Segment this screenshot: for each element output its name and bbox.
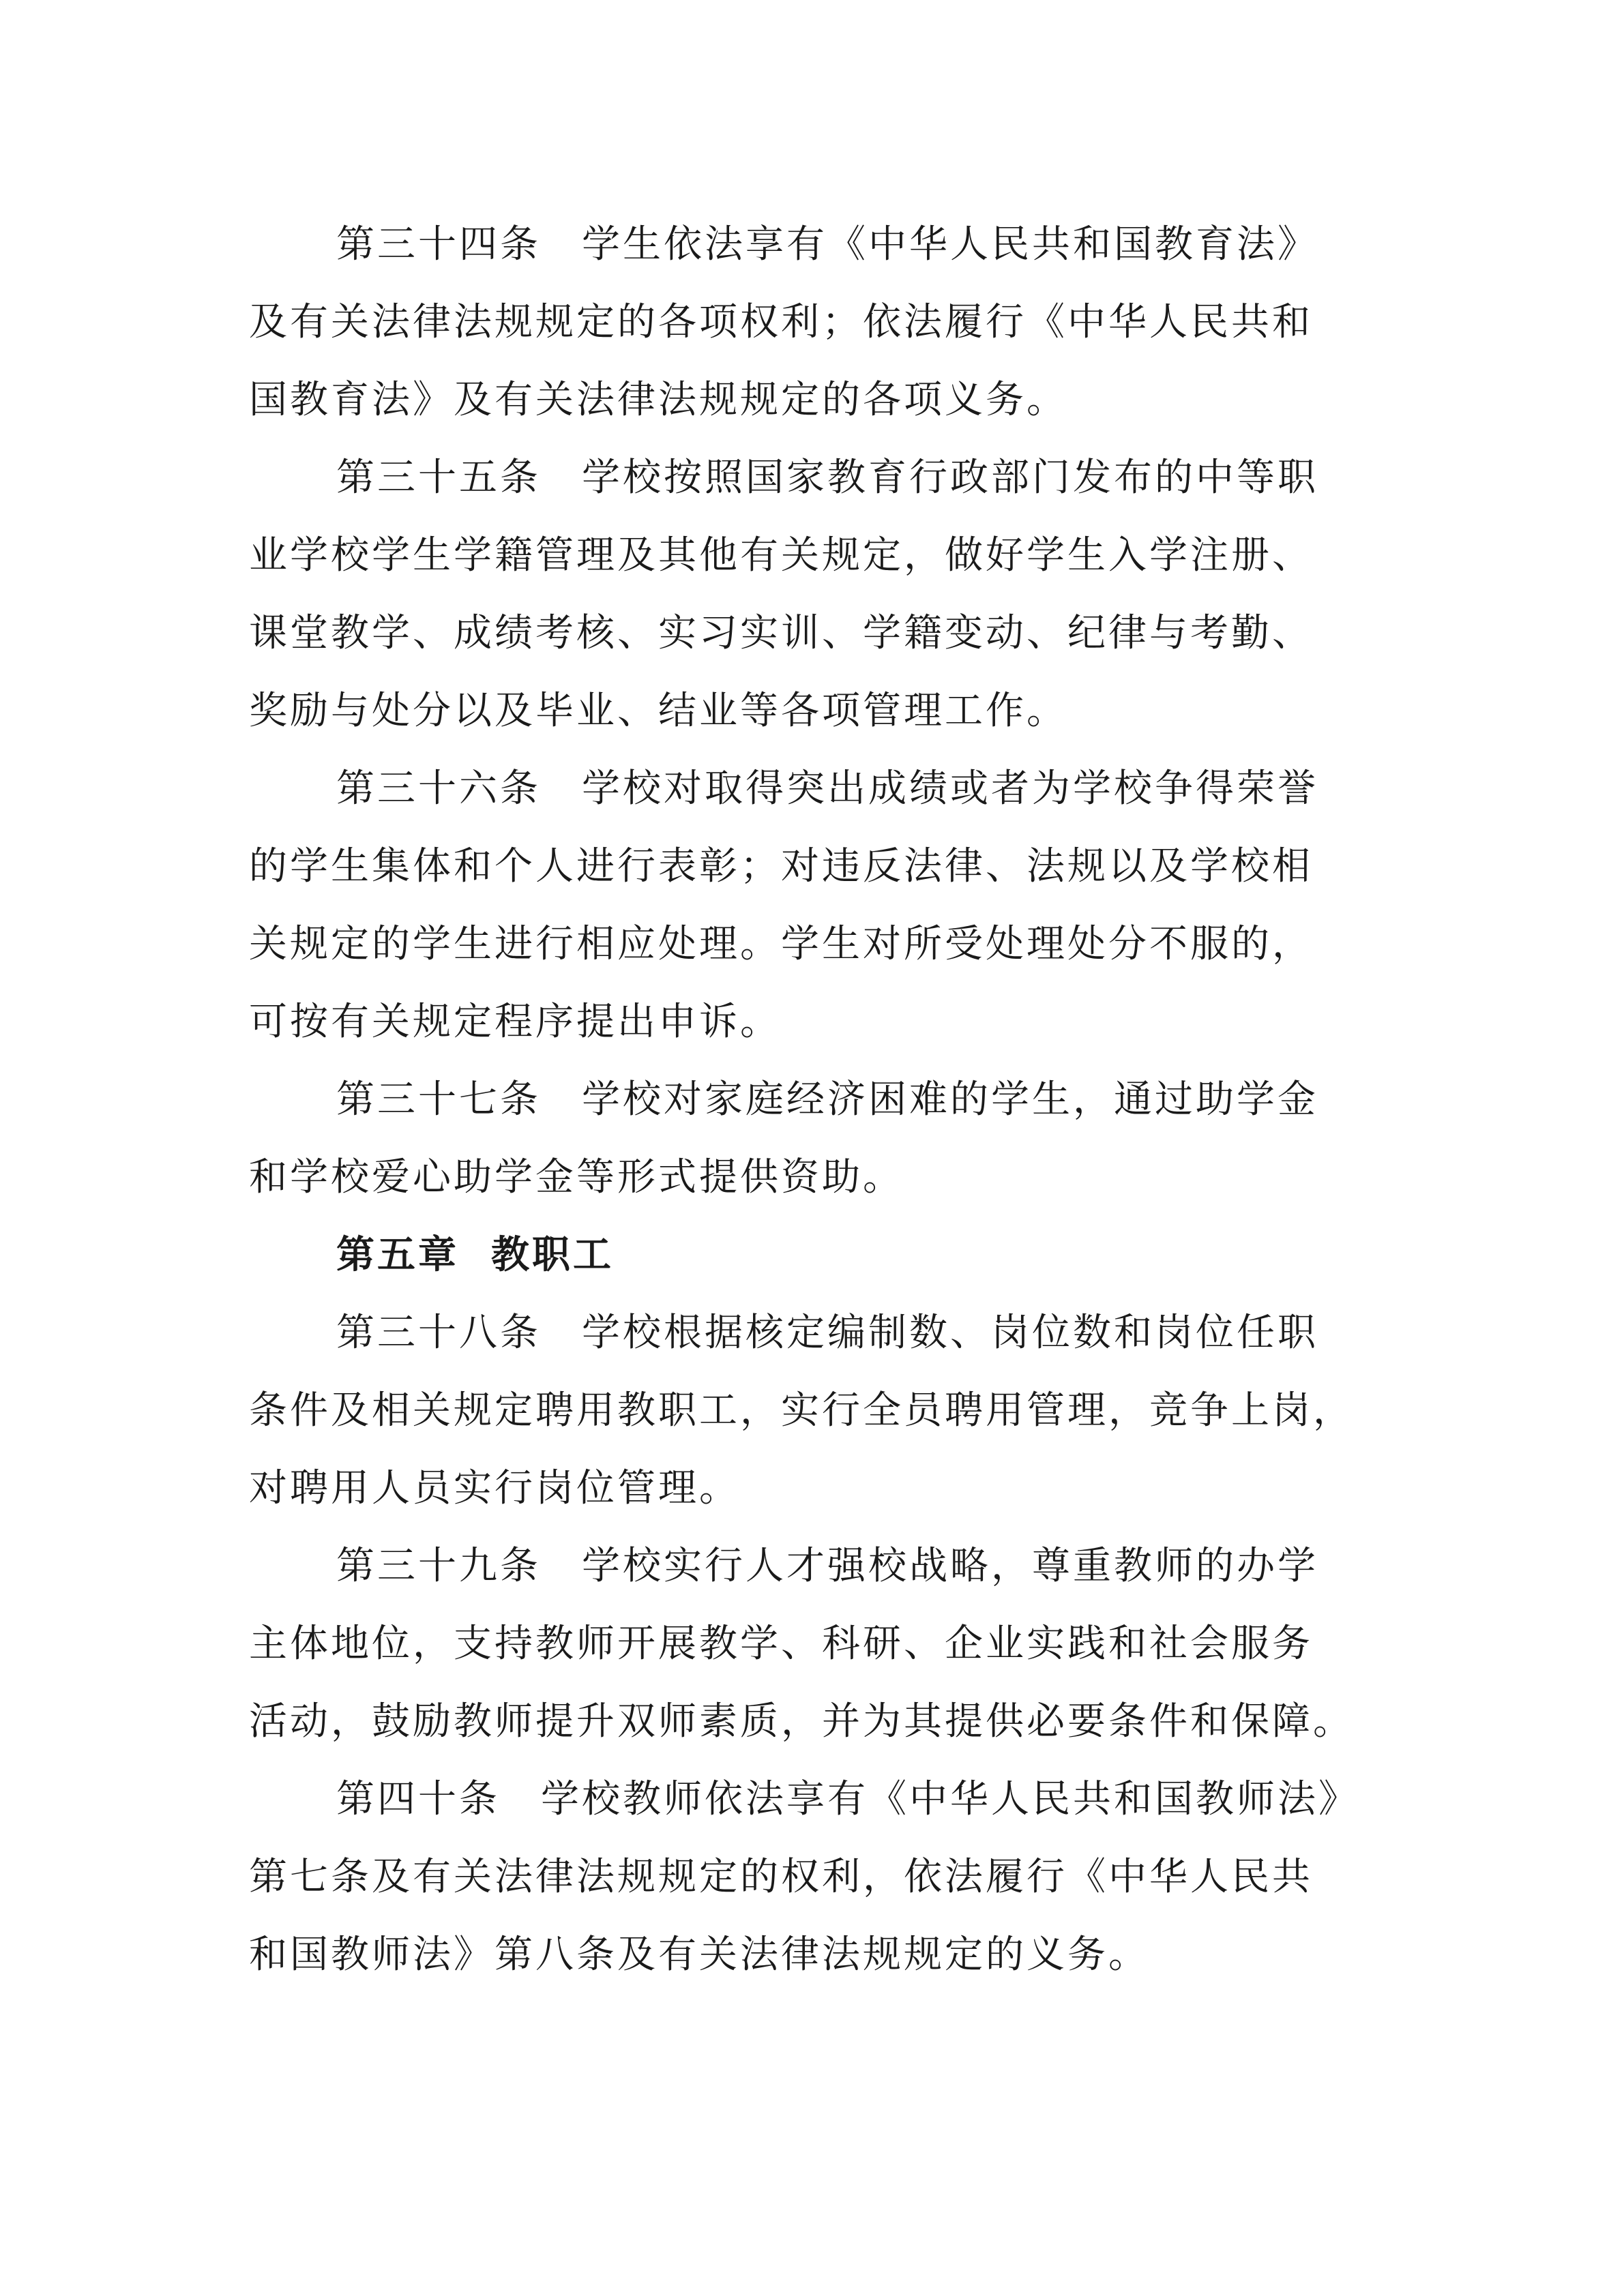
article-35-line-4: 奖励与处分以及毕业、结业等各项管理工作。 [249, 689, 1067, 733]
article-34-line-2: 及有关法律法规规定的各项权利；依法履行《中华人民共和 [249, 300, 1313, 344]
article-36-line-3: 关规定的学生进行相应处理。学生对所受处理处分不服的， [249, 922, 1313, 966]
article-39-line-3: 活动，鼓励教师提升双师素质，并为其提供必要条件和保障。 [249, 1699, 1354, 1744]
article-39-line-1: 第三十九条 学校实行人才强校战略，尊重教师的办学 [336, 1544, 1318, 1588]
article-38-line-1: 第三十八条 学校根据核定编制数、岗位数和岗位任职 [336, 1311, 1318, 1355]
article-38-line-2: 条件及相关规定聘用教职工，实行全员聘用管理，竞争上岗， [249, 1388, 1354, 1433]
article-35-line-3: 课堂教学、成绩考核、实习实训、学籍变动、纪律与考勤、 [249, 611, 1313, 655]
article-35-line-2: 业学校学生学籍管理及其他有关规定，做好学生入学注册、 [249, 533, 1313, 578]
document-body [249, 206, 1381, 1994]
article-34-line-3: 国教育法》及有关法律法规规定的各项义务。 [249, 378, 1067, 422]
article-40-line-3: 和国教师法》第八条及有关法律法规规定的义务。 [249, 1933, 1149, 1977]
article-37-line-2: 和学校爱心助学金等形式提供资助。 [249, 1155, 904, 1199]
article-36-line-4: 可按有关规定程序提出申诉。 [249, 1000, 781, 1044]
article-36-line-1: 第三十六条 学校对取得突出成绩或者为学校争得荣誉 [336, 766, 1318, 811]
article-40-line-1: 第四十条 学校教师依法享有《中华人民共和国教师法》 [336, 1777, 1359, 1821]
article-39-line-2: 主体地位，支持教师开展教学、科研、企业实践和社会服务 [249, 1622, 1313, 1666]
article-34-line-1: 第三十四条 学生依法享有《中华人民共和国教育法》 [336, 222, 1318, 267]
article-38-line-3: 对聘用人员实行岗位管理。 [249, 1466, 740, 1510]
article-36-line-2: 的学生集体和个人进行表彰；对违反法律、法规以及学校相 [249, 844, 1313, 889]
article-40-line-2: 第七条及有关法律法规规定的权利，依法履行《中华人民共 [249, 1855, 1313, 1899]
chapter-5-heading: 第五章 教职工 [336, 1233, 614, 1277]
article-37-line-1: 第三十七条 学校对家庭经济困难的学生，通过助学金 [336, 1077, 1318, 1122]
article-35-line-1: 第三十五条 学校按照国家教育行政部门发布的中等职 [336, 456, 1318, 500]
